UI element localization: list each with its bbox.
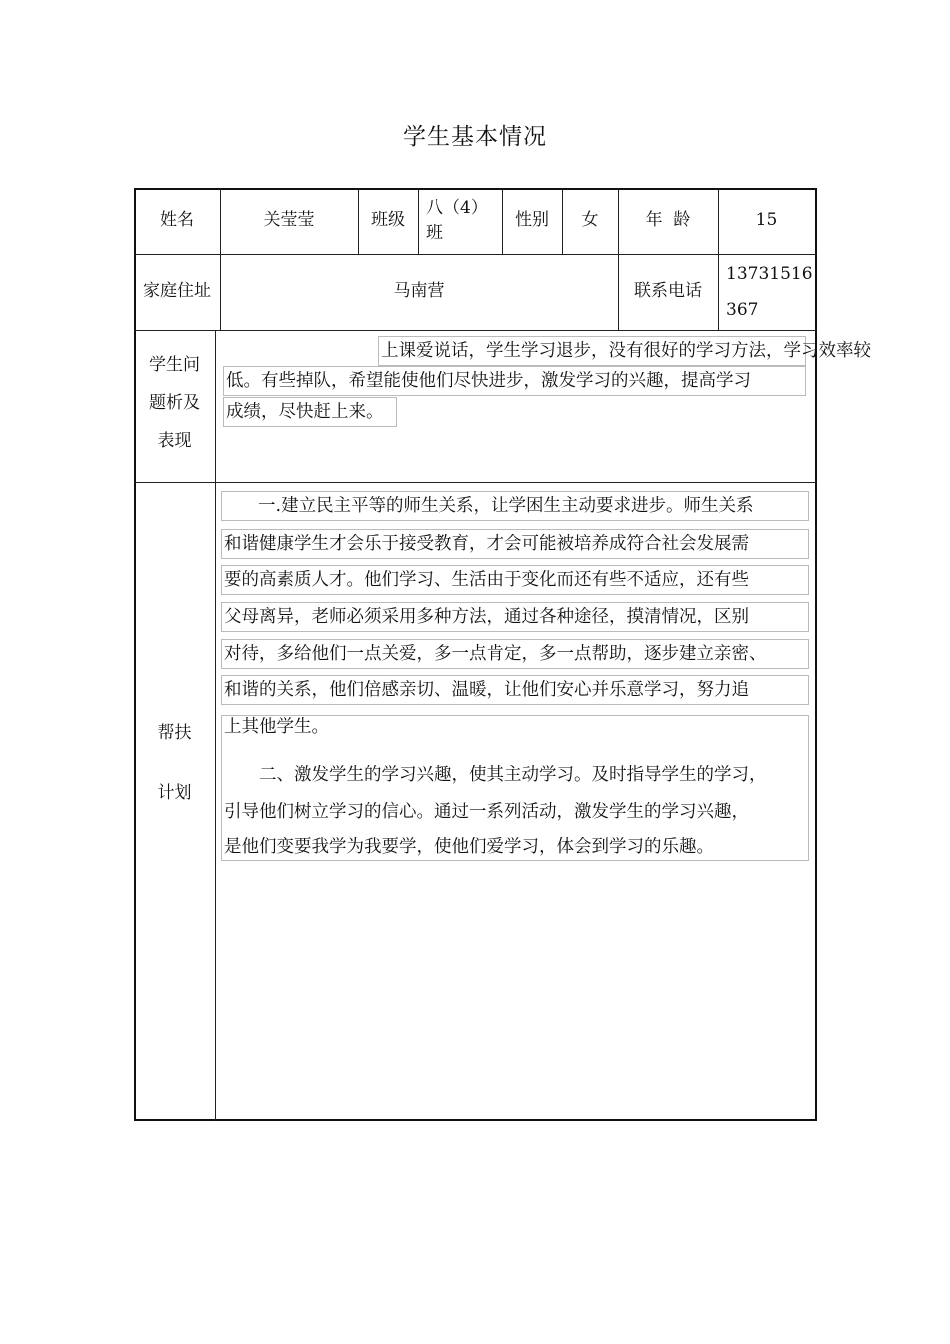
gender-value: 女 (581, 210, 599, 231)
name-value: 关莹莹 (263, 210, 315, 231)
class-value (418, 188, 502, 254)
class-value-line1: 八（4） (426, 197, 488, 218)
age-label: 年 龄 (645, 210, 691, 231)
plan-label-line: 计划 (157, 783, 192, 803)
problem-text-line: 上课爱说话，学生学习退步，没有很好的学习方法，学习效率较 (378, 336, 806, 366)
plan-label (134, 718, 215, 808)
phone-line1: 13731516 (726, 264, 813, 284)
plan-text-line: 上其他学生。 (224, 717, 329, 737)
problem-text-line: 成绩，尽快赶上来。 (223, 397, 397, 427)
problem-label (134, 338, 215, 468)
col-divider (215, 330, 216, 1121)
plan-text-line: 一.建立民主平等的师生关系，让学困生主动要求进步。师生关系 (221, 491, 809, 521)
age-value: 15 (755, 210, 778, 230)
gender-label: 性别 (515, 210, 549, 231)
problem-label-line: 表现 (157, 431, 192, 451)
phone-line2: 367 (726, 300, 759, 320)
class-value-line2: 班 (426, 223, 443, 243)
plan-text-line: 父母离异，老师必须采用多种方法，通过各种途径，摸清情况，区别 (221, 602, 809, 632)
name-label: 姓名 (160, 210, 194, 231)
plan-text-line: 二、激发学生的学习兴趣，使其主动学习。及时指导学生的学习， (259, 765, 767, 785)
problem-label-line: 题析及 (149, 393, 200, 413)
plan-text-line: 是他们变要我学为我要学，使他们爱学习，体会到学习的乐趣。 (224, 837, 714, 857)
row-divider (134, 330, 817, 331)
plan-text-line: 对待，多给他们一点关爱，多一点肯定，多一点帮助，逐步建立亲密、 (221, 639, 809, 669)
plan-text-line: 和谐的关系，他们倍感亲切、温暖，让他们安心并乐意学习，努力追 (221, 675, 809, 705)
row-divider (134, 482, 817, 483)
phone-value (718, 254, 815, 330)
table-bottom-border (134, 1119, 817, 1121)
plan-label-line: 帮扶 (157, 723, 192, 743)
table-right-border (815, 188, 817, 1121)
problem-text-line: 低。有些掉队，希望能使他们尽快进步，激发学习的兴趣，提高学习 (223, 366, 806, 396)
plan-text-line: 要的高素质人才。他们学习、生活由于变化而还有些不适应，还有些 (221, 565, 809, 595)
student-info-table (134, 188, 871, 1121)
class-label: 班级 (371, 210, 405, 231)
address-value: 马南营 (393, 281, 445, 302)
phone-label: 联系电话 (634, 281, 702, 302)
address-label: 家庭住址 (143, 281, 211, 302)
plan-text-line: 引导他们树立学习的信心。通过一系列活动，激发学生的学习兴趣， (224, 802, 749, 822)
page-title: 学生基本情况 (403, 124, 547, 150)
plan-text-line: 和谐健康学生才会乐于接受教育，才会可能被培养成符合社会发展需 (221, 529, 809, 559)
problem-label-line: 学生问 (149, 355, 200, 375)
